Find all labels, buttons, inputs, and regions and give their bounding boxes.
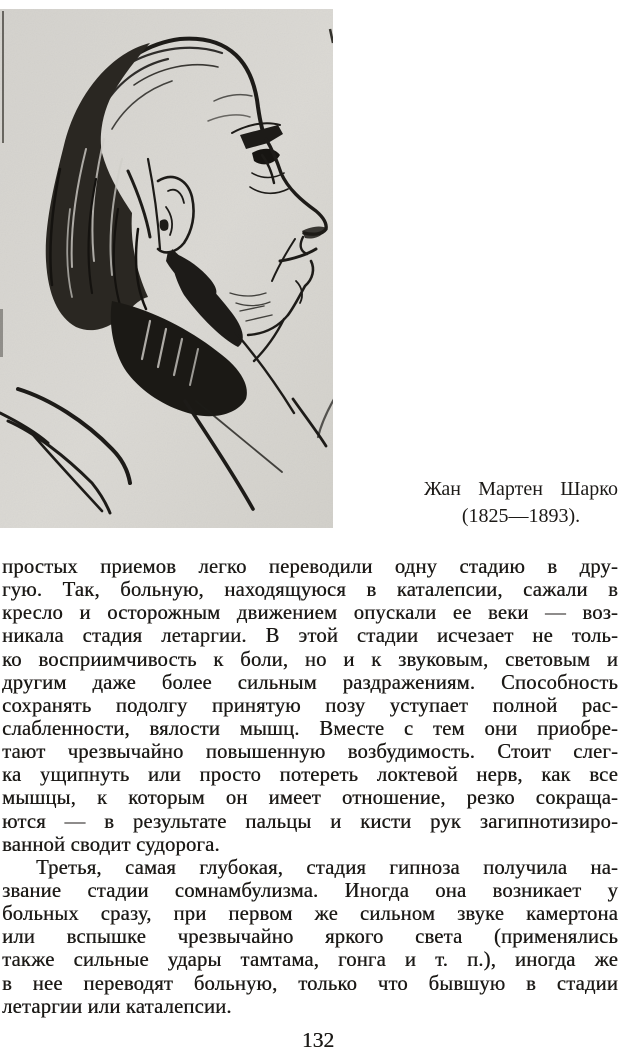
text-line: звание стадии сомнамбулизма. Иногда она возникает у <box>2 879 618 902</box>
text-line: тают чрезвычайно повышенную возбудимость. Стоит слег- <box>2 741 618 764</box>
page-number: 132 <box>301 1028 335 1052</box>
text-line: ко восприимчивость к боли, но и к звуковым, световым и <box>2 648 618 671</box>
text-line: ка ущипнуть или просто потереть локтевой нерв, как все <box>2 764 618 787</box>
text-line: гую. Так, больную, находящуюся в каталепсии, сажали в <box>2 579 618 602</box>
text-line: другим даже более сильным раздражениям. Способность <box>2 671 618 694</box>
text-line: также сильные удары тамтама, гонга и т. п.), иногда же <box>2 949 618 972</box>
text-line: сохранять подолгу принятую позу уступает полной рас- <box>2 694 618 717</box>
text-line: больных сразу, при первом же сильном звуке камертона <box>2 903 618 926</box>
text-line: летаргии или каталепсии. <box>2 995 232 1018</box>
portrait-illustration <box>0 9 333 528</box>
text-line: или вспышке чрезвычайно яркого света (применялись <box>2 926 618 949</box>
text-line: в нее переводят больную, только что бывшую в стадии <box>2 972 618 995</box>
frame-remnant-line <box>2 11 4 143</box>
text-line: мышцы, к которым он имеет отношение, резко сокраща- <box>2 787 618 810</box>
text-line: Третья, самая глубокая, стадия гипноза получила на- <box>36 856 618 879</box>
portrait-caption <box>424 476 618 530</box>
text-line: кресло и осторожным движением опускали ее веки — воз- <box>2 602 618 625</box>
body-text-block <box>2 556 618 1019</box>
portrait-caption-years: (1825—1893). <box>461 505 581 527</box>
text-line: никала стадия летаргии. В этой стадии исчезает не толь- <box>2 625 618 648</box>
text-line: простых приемов легко переводили одну стадию в дру- <box>2 556 618 578</box>
portrait-caption-name: Жан Мартен Шарко <box>424 478 618 500</box>
charcot-portrait-drawing <box>0 9 333 528</box>
text-line: ются — в результате пальцы и кисти рук загипнотизиро- <box>2 810 618 833</box>
text-line: слабленности, вялости мышц. Вместе с тем они приобре- <box>2 717 618 740</box>
text-line: ванной сводит судорога. <box>2 833 220 856</box>
